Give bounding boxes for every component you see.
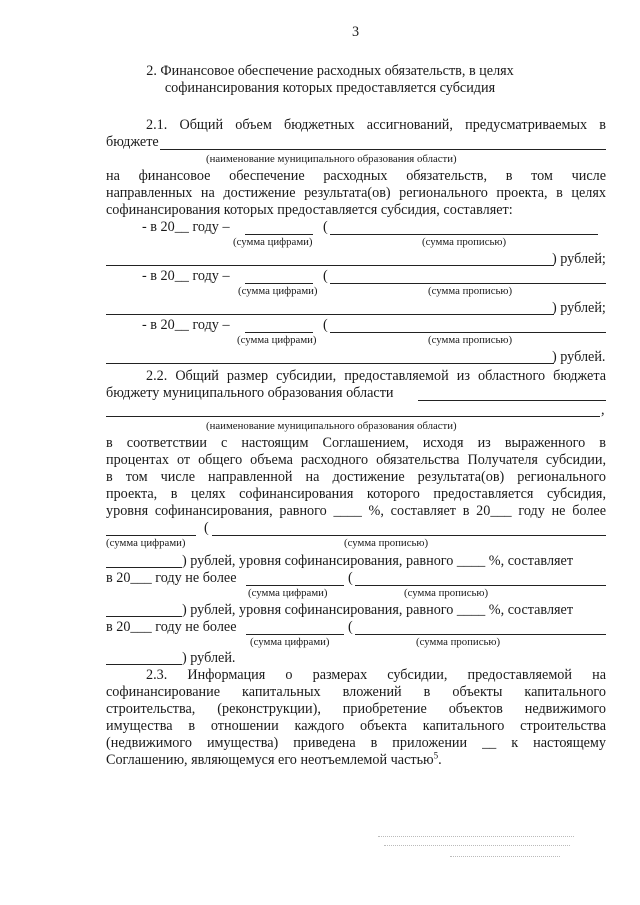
p21-year-2-prefix: - в 20__ году – — [142, 268, 230, 284]
p23-line-4: имущества в отношении каждого объекта капитального строительства — [106, 718, 606, 734]
p22-sum-3-words-blank — [355, 634, 606, 635]
p22-sum-3-digits-blank — [246, 634, 344, 635]
p22-sum-3-paren: ( — [348, 619, 353, 635]
p21-year-3-paren: ( — [323, 317, 328, 333]
p23-line-3: строительства, (реконструкции), приобретение объектов недвижимого — [106, 701, 606, 717]
p22-sum-2-cont-blank — [106, 616, 182, 617]
scan-artifact — [450, 856, 560, 857]
p21-line-4: направленных на достижение результата(ов) регионального проекта, в целях — [106, 185, 606, 201]
p21-year-1-end: ) рублей; — [552, 251, 606, 267]
p21-year-2-paren: ( — [323, 268, 328, 284]
p21-year-2-digits-blank — [245, 283, 313, 284]
footnote-marker: 5 — [433, 750, 439, 761]
p21-year-1-digits-blank — [245, 234, 313, 235]
p21-year-2-words-blank — [330, 283, 606, 284]
p22-cap-words-1: (сумма прописью) — [344, 537, 429, 549]
p22-line-3: в соответствии с настоящим Соглашением, исходя из выраженного в — [106, 435, 606, 451]
scan-artifact — [384, 845, 570, 846]
p22-line-4: процентах от общего объема расходного обязательства Получателя субсидии, — [106, 452, 606, 468]
p21-year-1-cont-blank — [106, 265, 554, 266]
p21-year-2-cap-digits: (сумма цифрами) — [238, 285, 318, 297]
p21-line-5: софинансирования которых предоставляется субсидия, составляет: — [106, 202, 513, 218]
p22-mo-blank-1 — [418, 400, 606, 401]
p23-line-6-end: . — [438, 752, 442, 768]
p21-year-3-cap-words: (сумма прописью) — [428, 334, 513, 346]
p21-year-3-digits-blank — [245, 332, 313, 333]
p22-line-2: бюджету муниципального образования области — [106, 385, 394, 401]
p21-line-1: 2.1. Общий объем бюджетных ассигнований, предусматриваемых в — [146, 117, 606, 133]
p21-year-1-paren: ( — [323, 219, 328, 235]
p23-line-6-text: Соглашению, являющемуся его неотъемлемой частью — [106, 752, 434, 768]
p22-mo-blank-2 — [106, 416, 600, 417]
p22-line-5: в том числе направленной на достижение результата(ов) регионального — [106, 469, 606, 485]
p21-year-1-cap-words: (сумма прописью) — [422, 236, 507, 248]
p21-year-2-end: ) рублей; — [552, 300, 606, 316]
p22-line-7: уровня софинансирования, равного ____ %, составляет в 20___ году не более — [106, 503, 606, 519]
p21-year-2-cont-blank — [106, 314, 554, 315]
p22-line-1: 2.2. Общий размер субсидии, предоставляемой из областного бюджета — [146, 368, 606, 384]
p22-sum-1-paren: ( — [204, 520, 209, 536]
scan-artifact — [378, 836, 574, 837]
p22-sum-2-digits-blank — [246, 585, 344, 586]
p21-year-3-cap-digits: (сумма цифрами) — [237, 334, 317, 346]
p22-line-9: в 20___ году не более — [106, 570, 237, 586]
p22-caption: (наименование муниципального образования области) — [206, 420, 457, 432]
p22-sum-1-digits-blank — [106, 535, 196, 536]
p23-line-2: софинансирование капитальных вложений в объекты капитального — [106, 684, 606, 700]
p21-year-1-prefix: - в 20__ году – — [142, 219, 230, 235]
p22-sum-1-words-blank — [212, 535, 606, 536]
p22-line-8: ) рублей, уровня софинансирования, равного ____ %, составляет — [182, 553, 574, 569]
p21-year-3-end: ) рублей. — [552, 349, 606, 365]
p23-line-6 — [106, 752, 442, 768]
p22-sum-3-cont-blank — [106, 664, 182, 665]
p22-cap-words-3: (сумма прописью) — [416, 636, 501, 648]
p22-sum-2-paren: ( — [348, 570, 353, 586]
section-title-line-1: 2. Финансовое обеспечение расходных обязательств, в целях — [146, 63, 514, 79]
p22-sum-1-cont-blank — [106, 567, 182, 568]
p21-line-3: на финансовое обеспечение расходных обязательств, в том числе — [106, 168, 606, 184]
p22-comma: , — [601, 402, 605, 418]
p22-cap-words-2: (сумма прописью) — [404, 587, 489, 599]
p22-line-11: в 20___ году не более — [106, 619, 237, 635]
p21-line-2: бюджете — [106, 134, 159, 150]
p23-line-5: (недвижимого имущества) приведена в приложении __ к настоящему — [106, 735, 606, 751]
p22-cap-digits-3: (сумма цифрами) — [250, 636, 330, 648]
p21-budget-blank — [160, 149, 606, 150]
p21-year-1-words-blank — [330, 234, 598, 235]
p22-line-10: ) рублей, уровня софинансирования, равного ____ %, составляет — [182, 602, 574, 618]
p21-year-3-prefix: - в 20__ году – — [142, 317, 230, 333]
p22-line-12: ) рублей. — [182, 650, 236, 666]
p21-year-3-cont-blank — [106, 363, 554, 364]
page-number: 3 — [352, 24, 360, 40]
p22-cap-digits-1: (сумма цифрами) — [106, 537, 186, 549]
section-title-line-2: софинансирования которых предоставляется субсидия — [164, 80, 496, 96]
p22-line-6: проекта, в целях софинансирования которого предоставляется субсидия, — [106, 486, 606, 502]
p22-cap-digits-2: (сумма цифрами) — [248, 587, 328, 599]
p21-year-1-cap-digits: (сумма цифрами) — [233, 236, 313, 248]
p23-line-1: 2.3. Информация о размерах субсидии, предоставляемой на — [146, 667, 606, 683]
p21-year-2-cap-words: (сумма прописью) — [428, 285, 513, 297]
p21-year-3-words-blank — [330, 332, 606, 333]
p22-sum-2-words-blank — [355, 585, 606, 586]
p21-caption: (наименование муниципального образования области) — [206, 153, 457, 165]
